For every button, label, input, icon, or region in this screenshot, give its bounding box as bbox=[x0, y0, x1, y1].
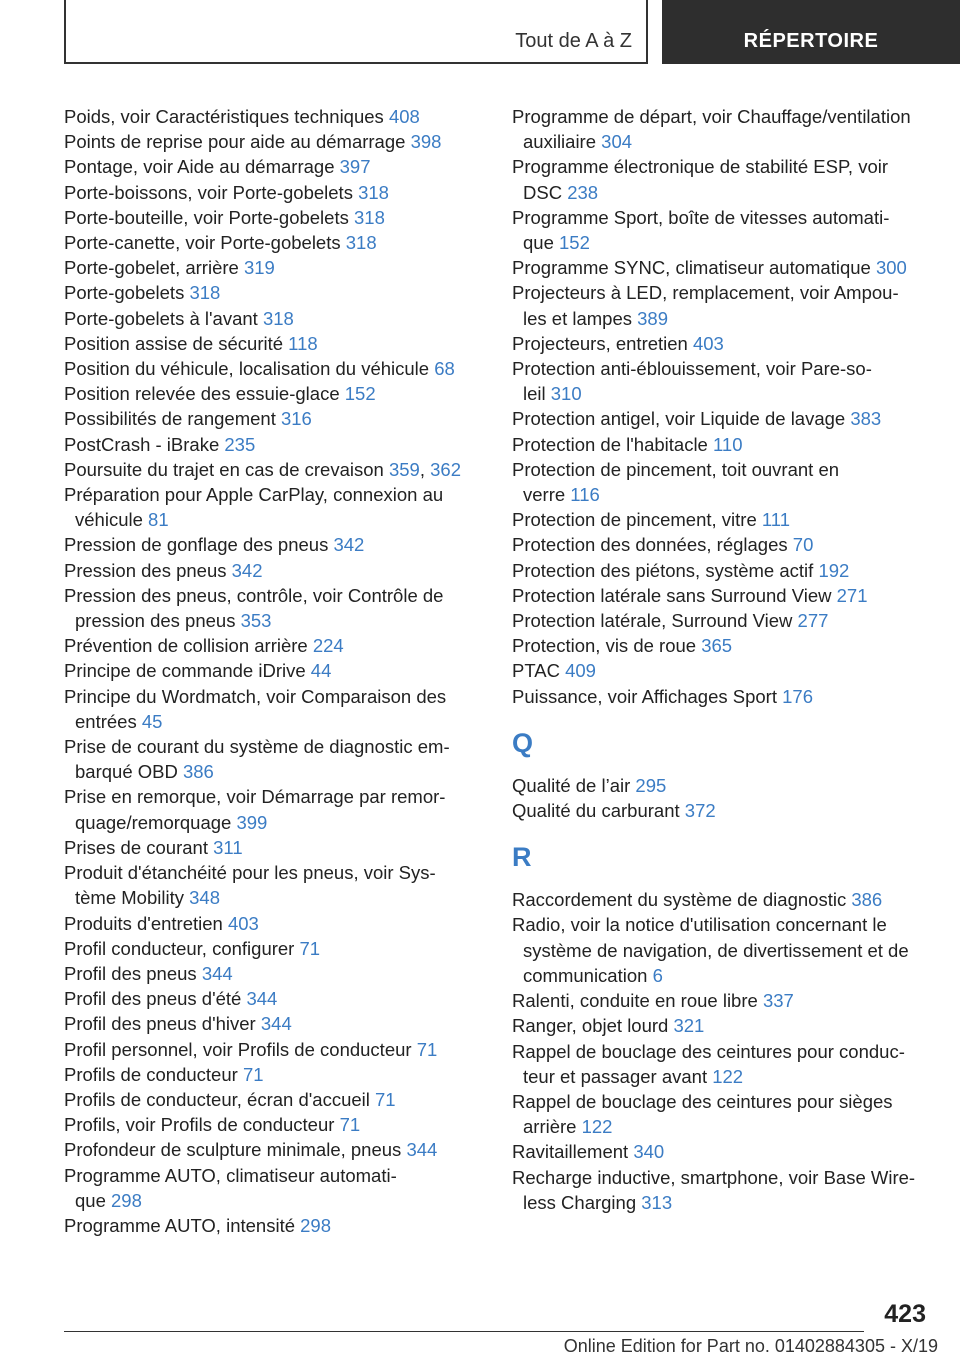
index-entry bbox=[512, 255, 942, 280]
page-reference-link[interactable]: 365 bbox=[701, 635, 733, 657]
index-entry bbox=[64, 1037, 479, 1062]
page-reference-link[interactable]: 342 bbox=[231, 559, 263, 581]
page-reference-link[interactable]: 6 bbox=[652, 964, 663, 986]
page-reference-link[interactable]: 359 bbox=[388, 458, 420, 480]
index-entry-text: Programme de départ, voir Chauffage/ventilation bbox=[512, 106, 911, 127]
page-reference-link[interactable]: 372 bbox=[684, 800, 716, 822]
page-reference-link[interactable]: 295 bbox=[635, 774, 667, 796]
page-reference-link[interactable]: 337 bbox=[762, 990, 794, 1012]
index-entry bbox=[64, 1213, 479, 1238]
page-reference-link[interactable]: 310 bbox=[550, 383, 582, 405]
index-entry bbox=[64, 104, 479, 129]
page-reference-link[interactable]: 71 bbox=[299, 937, 321, 959]
index-entry-text: Poursuite du trajet en cas de crevaison bbox=[64, 458, 384, 480]
page-reference-link[interactable]: 316 bbox=[280, 408, 312, 430]
page-reference-link[interactable]: 71 bbox=[339, 1114, 361, 1136]
page-reference-link[interactable]: 344 bbox=[246, 988, 278, 1010]
index-entry-text: Raccordement du système de diagnostic bbox=[512, 889, 847, 911]
index-entry-text: Protection de l'habitacle bbox=[512, 433, 708, 455]
index-entry bbox=[512, 988, 942, 1013]
index-entry-text: Protection latérale sans Surround View bbox=[512, 584, 832, 606]
page-reference-link[interactable]: 152 bbox=[559, 232, 590, 254]
index-entry-text: Programme électronique de stabilité ESP, voir bbox=[512, 156, 889, 178]
index-entry bbox=[64, 961, 479, 986]
index-entry bbox=[64, 1163, 479, 1213]
index-entry-text: Projecteurs à LED, remplacement, voir Ampou‐ bbox=[512, 282, 899, 304]
index-entry-text: véhicule bbox=[75, 509, 143, 531]
page-reference-link[interactable]: 389 bbox=[637, 307, 669, 329]
page-reference-link[interactable]: 318 bbox=[358, 181, 389, 203]
index-entry-text: Protection des données, réglages bbox=[512, 534, 788, 556]
index-entry-text: Profils, voir Profils de conducteur bbox=[64, 1114, 335, 1136]
index-entry bbox=[64, 835, 479, 860]
index-entry bbox=[64, 154, 479, 179]
index-entry bbox=[512, 280, 942, 330]
index-entry bbox=[512, 1139, 942, 1164]
index-entry bbox=[64, 936, 479, 961]
index-entry-text: pression des pneus bbox=[75, 610, 236, 632]
index-entry bbox=[512, 583, 942, 608]
index-entry-text: Profils de conducteur, écran d'accueil bbox=[64, 1088, 370, 1110]
index-entry bbox=[512, 1089, 942, 1139]
index-entry-text: Protection de pincement, toit ouvrant en bbox=[512, 458, 840, 480]
page-reference-link[interactable]: 344 bbox=[406, 1139, 438, 1161]
index-entry-text: tème Mobility bbox=[75, 887, 184, 909]
index-entry-text: Porte-gobelet, arrière bbox=[64, 257, 239, 279]
page-reference-link[interactable]: 176 bbox=[782, 685, 813, 707]
index-entry-text: PTAC bbox=[512, 660, 560, 682]
index-entry bbox=[512, 457, 942, 507]
index-entry bbox=[512, 356, 942, 406]
index-entry-text: que bbox=[523, 232, 554, 254]
index-entry bbox=[64, 482, 479, 532]
index-entry-text: Produit d'étanchéité pour les pneus, voir Sys‐ bbox=[64, 862, 436, 884]
index-entry bbox=[512, 798, 942, 823]
page-reference-link[interactable]: 408 bbox=[388, 106, 420, 127]
page-reference-link[interactable]: 300 bbox=[875, 257, 907, 279]
index-entry-text: Prise en remorque, voir Démarrage par remor‐ bbox=[64, 786, 446, 808]
page-reference-link[interactable]: 397 bbox=[339, 156, 371, 178]
index-entry bbox=[64, 205, 479, 230]
footer-divider bbox=[64, 1331, 864, 1332]
page-reference-link[interactable]: 111 bbox=[761, 509, 791, 531]
index-entry-text: auxiliaire bbox=[523, 131, 597, 153]
index-entry bbox=[64, 1087, 479, 1112]
index-entry bbox=[64, 784, 479, 834]
index-entry bbox=[64, 1011, 479, 1036]
index-entry bbox=[512, 432, 942, 457]
index-entry bbox=[512, 684, 942, 709]
index-entry bbox=[64, 583, 479, 633]
page-reference-link[interactable]: 319 bbox=[243, 257, 275, 279]
index-entry-text: communication bbox=[523, 964, 648, 986]
index-entry bbox=[512, 608, 942, 633]
index-entry-text: Profondeur de sculpture minimale, pneus bbox=[64, 1139, 402, 1161]
page-reference-link[interactable]: 304 bbox=[601, 131, 633, 153]
index-entry bbox=[64, 1112, 479, 1137]
header-title: Tout de A à Z bbox=[515, 30, 632, 52]
footer-edition: Online Edition for Part no. 01402884305 - X/19 bbox=[563, 1336, 938, 1356]
index-entry bbox=[64, 684, 479, 734]
index-entry bbox=[64, 306, 479, 331]
page-reference-link[interactable]: 192 bbox=[818, 559, 850, 581]
index-entry bbox=[64, 532, 479, 557]
index-entry-text: Porte-bouteille, voir Porte-gobelets bbox=[64, 206, 349, 228]
index-entry-text: Prises de courant bbox=[64, 836, 208, 858]
index-entry-text: Protection anti-éblouissement, voir Pare-so‐ bbox=[512, 358, 872, 380]
index-entry-text: Pontage, voir Aide au démarrage bbox=[64, 156, 335, 178]
index-entry-text: less Charging bbox=[523, 1191, 637, 1213]
index-entry bbox=[512, 1013, 942, 1038]
page-reference-link[interactable]: 362 bbox=[430, 458, 461, 480]
page-reference-link[interactable]: 344 bbox=[201, 962, 233, 984]
index-entry bbox=[512, 1039, 942, 1089]
index-entry-text: système de navigation, de divertissement et de bbox=[523, 939, 909, 961]
index-column-left bbox=[64, 104, 479, 1238]
page-reference-link[interactable]: 45 bbox=[141, 710, 163, 732]
index-entry-text: Possibilités de rangement bbox=[64, 408, 276, 430]
index-entry-text: PostCrash - iBrake bbox=[64, 433, 220, 455]
index-entry-text: Programme AUTO, intensité bbox=[64, 1214, 295, 1236]
page-reference-link[interactable]: 344 bbox=[260, 1013, 292, 1035]
index-entry bbox=[512, 331, 942, 356]
page-number: 423 bbox=[884, 1300, 926, 1328]
index-entry-text: Projecteurs, entretien bbox=[512, 332, 688, 354]
index-entry-text: quage/remorquage bbox=[75, 811, 232, 833]
index-entry bbox=[64, 230, 479, 255]
page-reference-link[interactable]: 318 bbox=[345, 232, 377, 254]
page-reference-link[interactable]: 313 bbox=[641, 1191, 673, 1213]
index-entry: Poursuite du trajet en cas de crevaison 359, 362 bbox=[64, 458, 461, 480]
page-reference-link[interactable]: 152 bbox=[344, 383, 376, 405]
index-entry-text: Qualité du carburant bbox=[512, 800, 680, 822]
index-entry-text: Ranger, objet lourd bbox=[512, 1015, 669, 1037]
index-column-right bbox=[512, 104, 942, 1215]
index-entry bbox=[64, 1137, 479, 1162]
index-entry bbox=[64, 255, 479, 280]
index-entry-text: Protection latérale, Surround View bbox=[512, 610, 793, 632]
page-reference-link[interactable]: 118 bbox=[288, 332, 318, 354]
index-entry bbox=[64, 633, 479, 658]
header-section-box bbox=[662, 0, 960, 64]
page-reference-link[interactable]: 271 bbox=[836, 584, 868, 606]
page-reference-link[interactable]: 116 bbox=[570, 484, 600, 506]
page-reference-link[interactable]: 122 bbox=[712, 1065, 744, 1087]
page-reference-link[interactable]: 409 bbox=[565, 660, 596, 682]
page-reference-link[interactable]: 110 bbox=[713, 433, 743, 455]
index-entry bbox=[64, 558, 479, 583]
index-entry bbox=[512, 104, 942, 154]
page-reference-link[interactable]: 122 bbox=[581, 1116, 613, 1138]
index-entry-text: Programme Sport, boîte de vitesses automati‐ bbox=[512, 206, 890, 228]
index-entry bbox=[512, 406, 942, 431]
page-reference-link[interactable]: 342 bbox=[333, 534, 365, 556]
index-entry-text: les et lampes bbox=[523, 307, 632, 329]
index-entry-text: DSC bbox=[523, 181, 563, 203]
index-entry bbox=[512, 532, 942, 557]
page-reference-link[interactable]: 318 bbox=[189, 282, 221, 304]
index-entry bbox=[64, 356, 479, 381]
index-entry bbox=[512, 558, 942, 583]
index-entry-text: Profil des pneus d'hiver bbox=[64, 1013, 256, 1035]
page-reference-link[interactable]: 399 bbox=[236, 811, 268, 833]
index-entry bbox=[64, 432, 479, 457]
index-entry-text: Position assise de sécurité bbox=[64, 332, 284, 354]
page-reference-link[interactable]: 318 bbox=[262, 307, 294, 329]
index-entry-text: Protection antigel, voir Liquide de lavage bbox=[512, 408, 846, 430]
page-reference-link[interactable]: 44 bbox=[310, 660, 332, 682]
index-entry bbox=[64, 658, 479, 683]
index-entry bbox=[512, 205, 942, 255]
index-entry-text: Porte-gobelets à l'avant bbox=[64, 307, 258, 329]
index-entry-text: entrées bbox=[75, 710, 137, 732]
index-entry-text: Profil conducteur, configurer bbox=[64, 937, 295, 959]
page-reference-link[interactable]: 398 bbox=[410, 131, 442, 153]
index-entry-text: Position du véhicule, localisation du véhicule bbox=[64, 358, 430, 380]
index-entry bbox=[512, 887, 942, 912]
index-entry-text: Rappel de bouclage des ceintures pour sièges bbox=[512, 1090, 893, 1112]
index-entry-text: Pression des pneus, contrôle, voir Contrôle de bbox=[64, 584, 444, 606]
index-entry bbox=[512, 633, 942, 658]
page-reference-link[interactable]: 386 bbox=[851, 889, 883, 911]
index-entry-text: Profil personnel, voir Profils de conducteur bbox=[64, 1038, 412, 1060]
page-reference-link[interactable]: 403 bbox=[227, 912, 259, 934]
index-entry bbox=[64, 129, 479, 154]
page-reference-link[interactable]: 70 bbox=[792, 534, 814, 556]
index-entry bbox=[512, 773, 942, 798]
index-entry-text: Ralenti, conduite en roue libre bbox=[512, 990, 758, 1012]
page-reference-link[interactable]: 311 bbox=[213, 836, 243, 858]
index-entry-text: Prévention de collision arrière bbox=[64, 635, 308, 657]
page-reference-link[interactable]: 224 bbox=[312, 635, 344, 657]
index-entry bbox=[64, 860, 479, 910]
index-entry bbox=[512, 658, 942, 683]
page-reference-link[interactable]: 321 bbox=[673, 1015, 705, 1037]
page-reference-link[interactable]: 386 bbox=[182, 761, 214, 783]
index-entry-text: arrière bbox=[523, 1116, 577, 1138]
page-reference-link[interactable]: 235 bbox=[224, 433, 256, 455]
index-entry-text: Porte-canette, voir Porte-gobelets bbox=[64, 232, 341, 254]
index-entry bbox=[512, 1165, 942, 1215]
index-entry-text: Protection des piétons, système actif bbox=[512, 559, 814, 581]
index-entry-text: Position relevée des essuie-glace bbox=[64, 383, 340, 405]
index-entry-text: Rappel de bouclage des ceintures pour conduc‐ bbox=[512, 1040, 905, 1062]
index-entry bbox=[64, 986, 479, 1011]
page-reference-link[interactable]: 403 bbox=[692, 332, 724, 354]
index-entry-text: Profil des pneus d'été bbox=[64, 988, 242, 1010]
page-reference-link[interactable]: 71 bbox=[242, 1063, 264, 1085]
page-reference-link[interactable]: 71 bbox=[416, 1038, 438, 1060]
index-entry-text: leil bbox=[523, 383, 546, 405]
index-entry-text: Protection, vis de roue bbox=[512, 635, 697, 657]
index-entry bbox=[64, 331, 479, 356]
index-entry bbox=[64, 180, 479, 205]
index-entry-text: Profil des pneus bbox=[64, 962, 197, 984]
header-title-box bbox=[64, 0, 648, 64]
index-entry-text: Principe du Wordmatch, voir Comparaison des bbox=[64, 685, 447, 707]
page-reference-link[interactable]: 353 bbox=[240, 610, 272, 632]
index-entry bbox=[64, 734, 479, 784]
index-entry bbox=[64, 1062, 479, 1087]
page-reference-link[interactable]: 348 bbox=[189, 887, 220, 909]
index-letter-heading: Q bbox=[512, 727, 534, 758]
header-section: RÉPERTOIRE bbox=[743, 30, 879, 52]
index-entry-text: Principe de commande iDrive bbox=[64, 660, 306, 682]
index-entry bbox=[512, 154, 942, 204]
index-entry-text: teur et passager avant bbox=[523, 1065, 708, 1087]
index-entry bbox=[512, 507, 942, 532]
index-letter-heading: R bbox=[512, 842, 532, 873]
index-entry-text: Protection de pincement, vitre bbox=[512, 509, 757, 531]
index-entry bbox=[64, 406, 479, 431]
index-entry-text: Produits d'entretien bbox=[64, 912, 223, 934]
page-reference-link[interactable]: 298 bbox=[111, 1189, 142, 1211]
index-entry-text: Prise de courant du système de diagnostic em‐ bbox=[64, 736, 450, 758]
index-entry-text: Qualité de l’air bbox=[512, 774, 631, 796]
index-entry bbox=[512, 912, 942, 988]
page-reference-link[interactable]: 68 bbox=[434, 358, 455, 380]
index-entry-text: Préparation pour Apple CarPlay, connexion au bbox=[64, 484, 444, 506]
index-entry-text: Recharge inductive, smartphone, voir Base Wire‐ bbox=[512, 1166, 916, 1188]
index-entry-text: que bbox=[75, 1189, 106, 1211]
index-entry-text: Porte-gobelets bbox=[64, 282, 185, 304]
index-entry-text: Pression de gonflage des pneus bbox=[64, 534, 329, 556]
index-entry-text: verre bbox=[523, 484, 566, 506]
index-entry-text: Ravitaillement bbox=[512, 1141, 629, 1163]
page-reference-link[interactable]: 81 bbox=[148, 509, 169, 531]
index-entry-text: Puissance, voir Affichages Sport bbox=[512, 685, 777, 707]
page-reference-link[interactable]: 277 bbox=[797, 610, 829, 632]
index-entry-text: Radio, voir la notice d'utilisation concernant le bbox=[512, 914, 887, 936]
page-reference-link[interactable]: 298 bbox=[300, 1214, 332, 1236]
index-entry-text: Programme SYNC, climatiseur automatique bbox=[512, 257, 871, 279]
index-entry-text: Poids, voir Caractéristiques techniques bbox=[64, 106, 384, 127]
index-entry-text: Points de reprise pour aide au démarrage bbox=[64, 131, 406, 153]
index-entry-text: Profils de conducteur bbox=[64, 1063, 238, 1085]
page-reference-link[interactable]: 71 bbox=[375, 1088, 396, 1110]
index-entry bbox=[64, 381, 479, 406]
page-reference-link[interactable]: 238 bbox=[567, 181, 599, 203]
page-reference-link[interactable]: 340 bbox=[633, 1141, 665, 1163]
index-entry bbox=[64, 280, 479, 305]
index-entry-text: Porte-boissons, voir Porte-gobelets bbox=[64, 181, 353, 203]
page-reference-link[interactable]: 383 bbox=[850, 408, 882, 430]
index-entry bbox=[64, 911, 479, 936]
index-entry-text: Programme AUTO, climatiseur automati‐ bbox=[64, 1164, 397, 1186]
index-entry-text: Pression des pneus bbox=[64, 559, 227, 581]
page-reference-link[interactable]: 318 bbox=[354, 206, 385, 228]
index-entry-text: barqué OBD bbox=[75, 761, 178, 783]
